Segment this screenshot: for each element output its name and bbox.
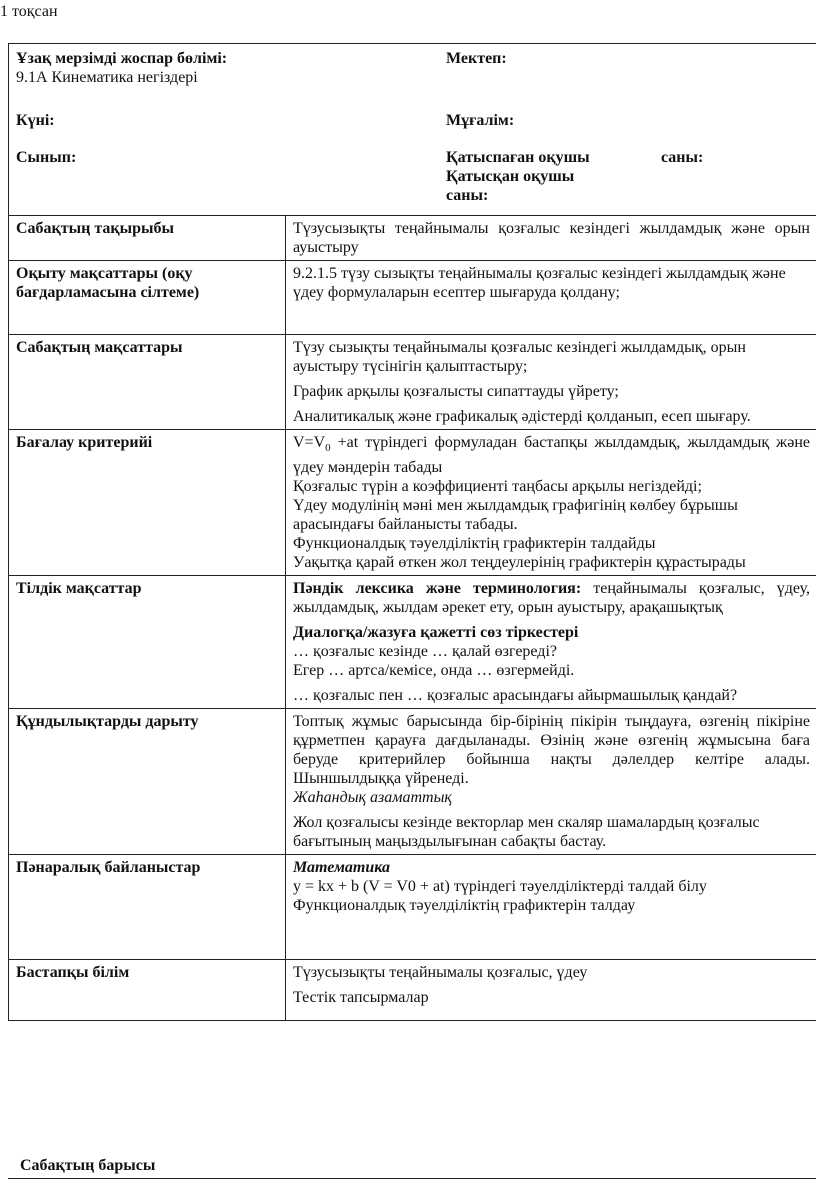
- topic-text: Түзусызықты теңайнымалы қозғалыс кезіндегі жылдамдық және орын ауыстыру: [286, 216, 816, 261]
- criteria-line: Қозғалыс түрін а коэффициенті таңбасы арқылы негіздейді;: [293, 478, 702, 495]
- vocabulary-heading: Пәндік лексика және терминология:: [293, 580, 582, 597]
- lesson-plan-table: [8, 43, 816, 1021]
- phrases-heading: Диалогқа/жазуға қажетті сөз тіркестері: [293, 624, 579, 641]
- values-text: Топтық жұмыс барысында бір-бірінің пікірін тыңдауға, өзгенің пікіріне құрметпен қарауға дағдыланады. Өзінің және өзгенің жұмысына баға беруде критерийлер бойынша нақты дәлелдер келтіре алады. Шыншылдыққа үйренеді.: [293, 713, 810, 787]
- absent-count-label: саны:: [661, 149, 704, 166]
- formula-subscript: 0: [325, 442, 331, 454]
- absent-label: Қатыспаған оқушы: [446, 149, 590, 166]
- language-label: Тілдік мақсаттар: [9, 576, 286, 709]
- formula-lead: V=V: [293, 434, 326, 451]
- lesson-objective-item: Түзу сызықты теңайнымалы қозғалыс кезіндегі жылдамдық, орын ауыстыру түсінігін қалыптастыру;: [293, 339, 746, 375]
- cross-line: Функционалдық тәуелділіктің графиктерін талдау: [293, 897, 636, 914]
- learning-objectives-text: 9.2.1.5 түзу сызықты теңайнымалы қозғалыс кезіндегі жылдамдық және үдеу формулаларын есептер шығаруда қолдану;: [286, 261, 816, 335]
- lesson-objectives-row: [9, 335, 816, 430]
- date-label: Күні:: [16, 112, 55, 129]
- header-row: [9, 44, 816, 216]
- learning-objectives-label: Оқыту мақсаттары (оқу бағдарламасына сілтеме): [9, 261, 286, 335]
- criteria-line: Функционалдық тәуелділіктің графиктерін талдайды: [293, 535, 656, 552]
- quarter-label: 1 тоқсан: [0, 3, 58, 20]
- math-heading: Математика: [293, 859, 390, 876]
- learning-objectives-row: [9, 261, 816, 335]
- prior-line: Түзусызықты теңайнымалы қозғалыс, үдеу: [293, 964, 588, 981]
- teacher-label: Мұғалім:: [446, 112, 515, 129]
- formula-rest: +at түріндегі формуладан бастапқы жылдамдық, жылдамдық және үдеу мәндерін табады: [293, 434, 810, 476]
- vocabulary-text: теңайнымалы қозғалыс, үдеу, жылдамдық, жылдам әрекет ету, орын ауыстыру, арақашықтық: [293, 580, 810, 616]
- language-row: [9, 576, 816, 709]
- cross-curricular-label: Пәнаралық байланыстар: [9, 855, 286, 960]
- values-row: [9, 709, 816, 855]
- lesson-flow-heading: Сабақтың барысы: [20, 1157, 156, 1174]
- criteria-line: Үдеу модулінің мәні мен жылдамдық графигінің көлбеу бұрышы арасындағы байланысты табады.: [293, 497, 738, 533]
- cross-curricular-row: [9, 855, 816, 960]
- table-top-border: [8, 1178, 816, 1179]
- topic-row: [9, 216, 816, 261]
- criteria-row: [9, 430, 816, 576]
- phrase-item: … қозғалыс кезінде … қалай өзгереді?: [293, 643, 557, 660]
- prior-line: Тестік тапсырмалар: [293, 989, 429, 1006]
- values-text-2: Жол қозғалысы кезінде векторлар мен скаляр шамалардың қозғалыс бағытының маңыздылығынан сабақты бастау.: [293, 814, 760, 850]
- prior-knowledge-row: [9, 960, 816, 1021]
- lesson-objectives-label: Сабақтың мақсаттары: [9, 335, 286, 430]
- phrase-item: … қозғалыс пен … қозғалыс арасындағы айырмашылық қандай?: [293, 687, 738, 704]
- lesson-objective-item: График арқылы қозғалысты сипаттауды үйрету;: [293, 383, 619, 400]
- long-term-label: Ұзақ мерзімді жоспар бөлімі:: [16, 50, 228, 67]
- school-label: Мектеп:: [446, 50, 507, 67]
- class-label: Сынып:: [16, 149, 77, 166]
- present-count-label: саны:: [446, 187, 489, 204]
- vocabulary-block: [293, 579, 810, 617]
- present-label: Қатысқан оқушы: [446, 168, 575, 185]
- criteria-label: Бағалау критерийі: [9, 430, 286, 576]
- cross-line: y = kx + b (V = V0 + at) түріндегі тәуелділіктерді талдай білу: [293, 878, 707, 895]
- criteria-line: Уақытқа қарай өткен жол теңдеулерінің графиктерін құрастырады: [293, 554, 746, 571]
- values-label: Құндылықтарды дарыту: [9, 709, 286, 855]
- prior-knowledge-label: Бастапқы білім: [9, 960, 286, 1021]
- header-cell: [9, 44, 816, 216]
- topic-label: Сабақтың тақырыбы: [9, 216, 286, 261]
- values-italic: Жаһандық азаматтық: [293, 789, 452, 806]
- lesson-objective-item: Аналитикалық және графикалық әдістерді қолданып, есеп шығару.: [293, 408, 751, 425]
- criteria-formula-line: [293, 433, 810, 477]
- long-term-value: 9.1А Кинематика негіздері: [16, 69, 198, 86]
- phrase-item: Егер … артса/кемісе, онда … өзгермейді.: [293, 662, 575, 679]
